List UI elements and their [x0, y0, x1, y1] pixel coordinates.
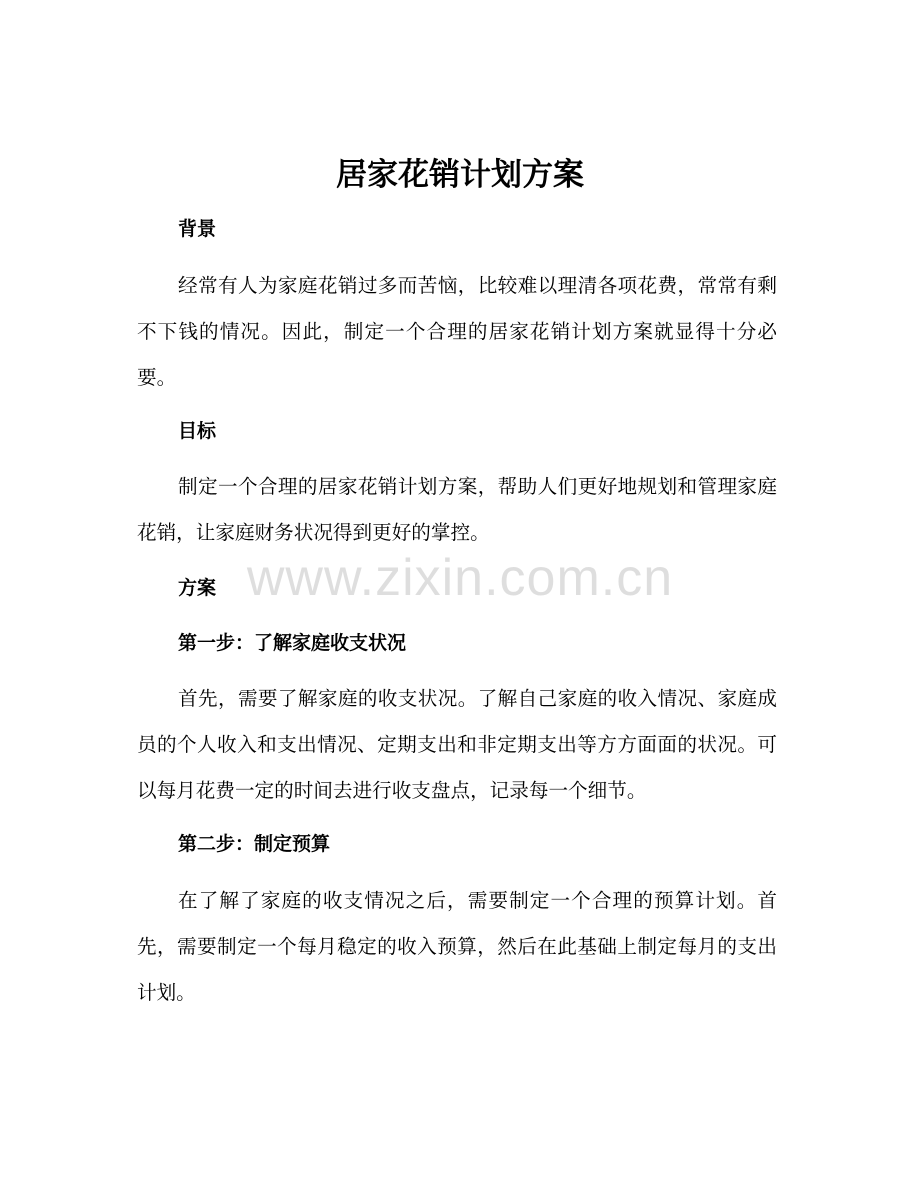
document-title: 居家花销计划方案	[336, 157, 584, 193]
paragraph-goal: 制定一个合理的居家花销计划方案，帮助人们更好地规划和管理家庭花销，让家庭财务状况得到更好的掌控。	[137, 475, 777, 544]
section-heading-goal: 目标	[178, 420, 217, 442]
section-heading-background: 背景	[178, 218, 217, 240]
section-heading-step1: 第一步：了解家庭收支状况	[178, 632, 407, 654]
watermark: www.zixin.com.cn	[246, 549, 674, 607]
paragraph-background: 经常有人为家庭花销过多而苦恼，比较难以理清各项花费，常常有剩不下钱的情况。因此，制定一个合理的居家花销计划方案就显得十分必要。	[137, 274, 777, 389]
paragraph-step2: 在了解了家庭的收支情况之后，需要制定一个合理的预算计划。首先，需要制定一个每月稳定的收入预算，然后在此基础上制定每月的支出计划。	[137, 889, 777, 1004]
section-heading-step2: 第二步：制定预算	[178, 833, 331, 855]
section-heading-plan: 方案	[178, 577, 217, 599]
paragraph-step1: 首先，需要了解家庭的收支状况。了解自己家庭的收入情况、家庭成员的个人收入和支出情况、定期支出和非定期支出等方方面面的状况。可以每月花费一定的时间去进行收支盘点，记录每一个细节。	[137, 687, 777, 802]
